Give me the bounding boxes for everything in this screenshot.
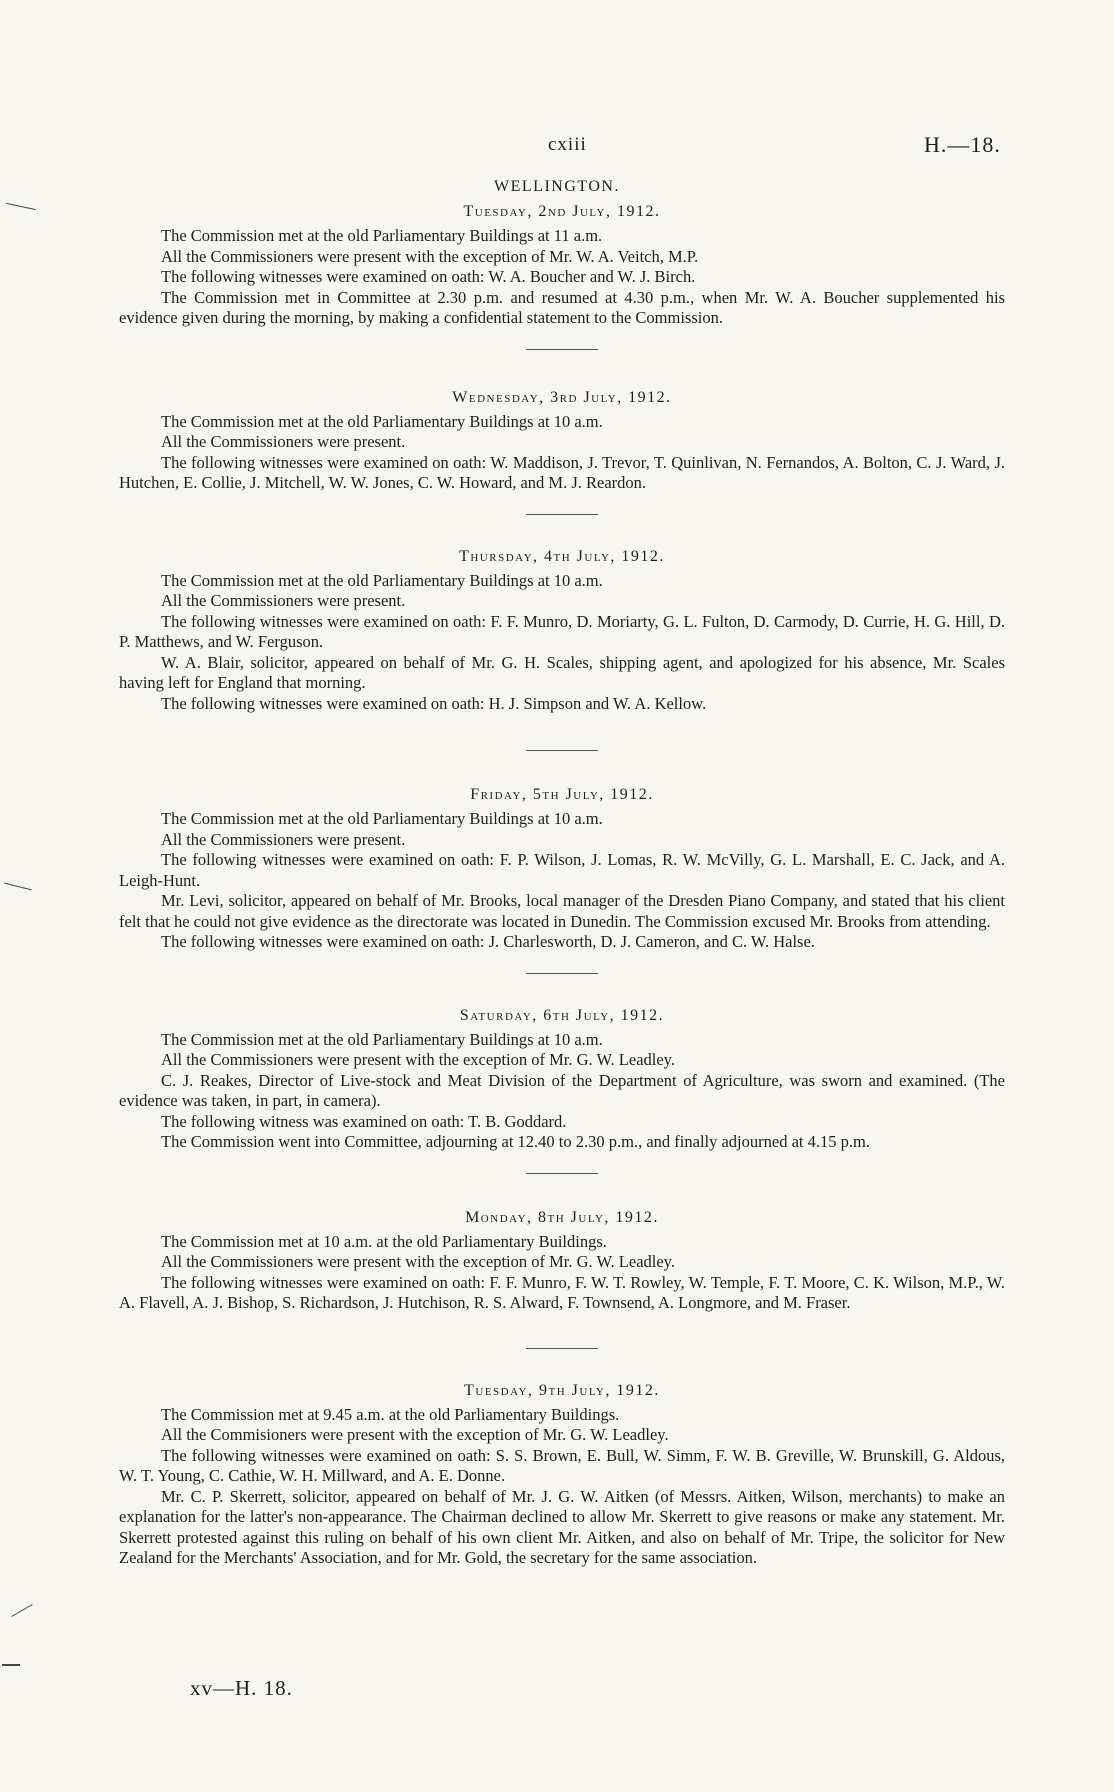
- session-saturday-6th: [119, 1006, 1005, 1153]
- paragraph: The Commission met at the old Parliamentary Buildings at 11 a.m.: [161, 226, 603, 245]
- paragraph: All the Commissioners were present.: [161, 829, 406, 849]
- page-header: [0, 134, 1114, 158]
- session-date: Wednesday, 3rd July, 1912.: [452, 388, 672, 406]
- paragraph: The following witnesses were examined on oath: F. P. Wilson, J. Lomas, R. W. McVilly, G. L. Marshall, E. C. Jack, and A. Leigh-Hunt.: [119, 850, 1005, 890]
- section-divider: [526, 1173, 598, 1174]
- paragraph: The Commission met at 9.45 a.m. at the old Parliamentary Buildings.: [161, 1404, 620, 1424]
- section-divider: [526, 514, 598, 515]
- paragraph: All the Commissioners were present with the exception of Mr. G. W. Leadley.: [161, 1252, 675, 1271]
- session-monday-8th: [119, 1208, 1005, 1314]
- section-divider: [526, 973, 598, 974]
- paragraph: The following witnesses were examined on oath: F. F. Munro, D. Moriarty, G. L. Fulton, D. Carmody, D. Currie, H. G. Hill, D. P. Matthews, and W. Ferguson.: [119, 611, 1005, 651]
- paragraph: The Commission met at the old Parliamentary Buildings at 10 a.m.: [161, 411, 603, 431]
- session-date: Thursday, 4th July, 1912.: [459, 547, 665, 565]
- paragraph: W. A. Blair, solicitor, appeared on behalf of Mr. G. H. Scales, shipping agent, and apologized for his absence, Mr. Scales having left for England that morning.: [119, 652, 1005, 692]
- session-date: Tuesday, 2nd July, 1912.: [463, 203, 661, 220]
- paragraph: All the Commisioners were present with the exception of Mr. G. W. Leadley.: [161, 1425, 669, 1444]
- paragraph: The Commission went into Committee, adjourning at 12.40 to 2.30 p.m., and finally adjourned at 4.15 p.m.: [161, 1132, 870, 1151]
- margin-mark: [11, 1604, 32, 1617]
- paragraph: The following witnesses were examined on oath: W. Maddison, J. Trevor, T. Quinlivan, N. Fernandos, A. Bolton, C. J. Ward, J. Hutchen, E. Collie, J. Mitchell, W. W. Jones, C. W. Howard, and M. J. Reardon.: [119, 452, 1005, 492]
- paragraph: Mr. C. P. Skerrett, solicitor, appeared on behalf of Mr. J. G. W. Aitken (of Messrs. Aitken, Wilson, merchants) to make an explanation for the latter's non-appearance. The Chairman declined to allow Mr. Skerrett to give reasons or make any statement. Mr. Skerrett protested against this ruling on behalf of his own client Mr. Aitken, and also on behalf of Mr. Tripe, the solicitor for New Zealand for the Merchants' Association, and for Mr. Gold, the secretary for the same association.: [119, 1486, 1005, 1567]
- paragraph: The Commission met at the old Parliamentary Buildings at 10 a.m.: [161, 570, 603, 590]
- section-divider: [526, 349, 598, 350]
- session-tuesday-9th: [119, 1381, 1005, 1569]
- session-wednesday-3rd: [119, 388, 1005, 494]
- paragraph: The following witnesses were examined on oath: W. A. Boucher and W. J. Birch.: [161, 267, 696, 286]
- paragraph: The following witness was examined on oath: T. B. Goddard.: [161, 1111, 567, 1131]
- paragraph: The following witnesses were examined on oath: H. J. Simpson and W. A. Kellow.: [161, 693, 707, 713]
- paragraph: The Commission met at the old Parliamentary Buildings at 10 a.m.: [161, 1029, 603, 1049]
- paragraph: The Commission met at 10 a.m. at the old Parliamentary Buildings.: [161, 1231, 607, 1251]
- paragraph: All the Commissioners were present.: [161, 432, 406, 451]
- minutes-body: [119, 202, 1005, 1569]
- section-divider: [526, 750, 598, 751]
- session-date: Saturday, 6th July, 1912.: [459, 1006, 665, 1024]
- paragraph: The following witnesses were examined on oath: S. S. Brown, E. Bull, W. Simm, F. W. B. Greville, W. Brunskill, G. Aldous, W. T. Young, C. Cathie, W. H. Millward, and A. E. Donne.: [119, 1445, 1005, 1485]
- session-thursday-4th: [119, 547, 1005, 715]
- place-heading: WELLINGTON.: [494, 178, 620, 195]
- paragraph: The Commission met at the old Parliamentary Buildings at 10 a.m.: [161, 809, 603, 828]
- paragraph: The Commission met in Committee at 2.30 p.m. and resumed at 4.30 p.m., when Mr. W. A. Boucher supplemented his evidence given during the morning, by making a confidential statement to the Commission.: [119, 287, 1005, 327]
- page-folio: cxiii: [548, 134, 587, 155]
- paragraph: The following witnesses were examined on oath: F. F. Munro, F. W. T. Rowley, W. Temple, F. T. Moore, C. K. Wilson, M.P., W. A. Flavell, A. J. Bishop, S. Richardson, J. Hutchison, R. S. Alward, F. Townsend, A. Longmore, and M. Fraser.: [119, 1272, 1005, 1312]
- session-date: Monday, 8th July, 1912.: [465, 1208, 659, 1226]
- session-friday-5th: [119, 785, 1005, 953]
- margin-mark: [6, 203, 36, 210]
- paragraph: All the Commissioners were present with the exception of Mr. G. W. Leadley.: [161, 1050, 675, 1069]
- session-date: Tuesday, 9th July, 1912.: [464, 1381, 660, 1399]
- section-divider: [526, 1348, 598, 1349]
- margin-mark: [4, 883, 31, 891]
- paragraph: All the Commissioners were present with the exception of Mr. W. A. Veitch, M.P.: [161, 246, 699, 266]
- session-date: Friday, 5th July, 1912.: [470, 786, 654, 803]
- margin-mark: [2, 1664, 20, 1666]
- paper-reference: H.—18.: [924, 132, 1001, 157]
- paragraph: C. J. Reakes, Director of Live-stock and Meat Division of the Department of Agriculture, was sworn and examined. (The evidence was taken, in part, in camera).: [119, 1070, 1005, 1110]
- signature-mark: xv—H. 18.: [190, 1676, 293, 1700]
- paragraph: All the Commissioners were present.: [161, 591, 406, 610]
- paragraph: The following witnesses were examined on oath: J. Charlesworth, D. J. Cameron, and C. W. Halse.: [161, 932, 815, 951]
- paragraph: Mr. Levi, solicitor, appeared on behalf of Mr. Brooks, local manager of the Dresden Piano Company, and stated that his client felt that he could not give evidence as the directorate was located in Dunedin. The Commission excused Mr. Brooks from attending.: [119, 891, 1005, 931]
- session-tuesday-2nd: [119, 202, 1005, 329]
